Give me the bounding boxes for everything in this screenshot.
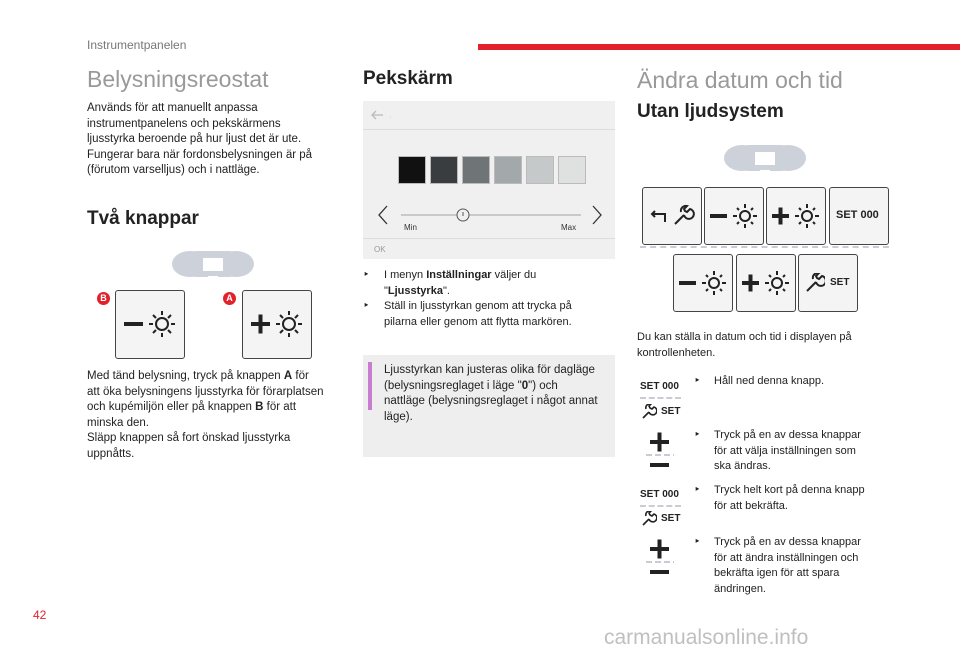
bullet-marker: ‣ [363, 300, 370, 312]
plus-minus-icon [646, 539, 674, 579]
wrench-icon [641, 511, 657, 527]
section-label: Instrumentpanelen [87, 38, 187, 52]
minus-sun-button[interactable] [673, 254, 733, 312]
info-bar [368, 362, 372, 410]
subtitle-utan-ljudsystem: Utan ljudsystem [637, 101, 784, 122]
wrench-set-button[interactable] [798, 254, 858, 312]
minus-sun-icon [116, 291, 184, 358]
plus-sun-icon [243, 291, 311, 358]
wrench-icon [641, 404, 657, 420]
step-3: ‣ Tryck helt kort på denna knapp för att bekräfta. [694, 484, 865, 512]
ok-button[interactable]: OK [374, 245, 386, 254]
brightness-slider[interactable] [401, 205, 581, 225]
plus-sun-button[interactable] [736, 254, 796, 312]
plus-sun-icon [767, 188, 825, 244]
plus-sun-button[interactable] [766, 187, 826, 245]
minus-sun-icon [705, 188, 763, 244]
badge-b: B [97, 292, 110, 305]
title-andra-datum: Ändra datum och tid [637, 67, 843, 93]
set-000-label: SET 000 [640, 381, 679, 392]
step-1: ‣ Håll ned denna knapp. [694, 375, 825, 387]
instrument-cluster-icon [722, 140, 808, 176]
buttons-description: Med tänd belysning, tryck på knappen A för att öka belysningens ljusstyrka för förarplatsen och kupémiljön eller på knappen B för att minska den. Släpp knappen så fort önskad ljusstyrka uppnåtts. [87, 370, 324, 460]
set-000-label: SET 000 [640, 489, 679, 500]
slider-min-label: Min [404, 223, 417, 232]
subtitle-tva-knappar: Två knappar [87, 208, 199, 229]
brightness-swatch-5[interactable] [526, 156, 554, 184]
set-label: SET [830, 277, 850, 288]
brightness-swatch-4[interactable] [494, 156, 522, 184]
back-arrow-icon[interactable] [369, 109, 399, 121]
chevron-right-icon[interactable] [591, 204, 603, 226]
dashed-divider [640, 246, 889, 249]
set-label: SET [661, 406, 681, 417]
brightness-swatch-6[interactable] [558, 156, 586, 184]
back-wrench-button[interactable] [642, 187, 702, 245]
chevron-left-icon[interactable] [377, 204, 389, 226]
set-000-label: SET 000 [836, 209, 879, 221]
step-2: ‣ Tryck på en av dessa knappar för att välja inställningen som ska ändras. [694, 429, 861, 472]
instrument-cluster-icon [170, 246, 256, 282]
slider-max-label: Max [561, 223, 577, 232]
set-label: SET [661, 513, 681, 524]
brightness-swatch-1[interactable] [398, 156, 426, 184]
set-000-button[interactable] [829, 187, 889, 245]
touchscreen-brightness-panel [363, 101, 615, 259]
info-text: Ljusstyrkan kan justeras olika för dagläge (belysningsreglaget i läge "0") och nattläge (belysningsreglaget i något annat läge). [384, 364, 598, 423]
back-wrench-icon [643, 188, 701, 244]
dim-minus-button[interactable] [115, 290, 185, 359]
plus-minus-icon [646, 432, 674, 472]
brightness-swatch-3[interactable] [462, 156, 490, 184]
info-box [363, 355, 615, 457]
minus-sun-icon [674, 255, 732, 311]
title-pekskarm: Pekskärm [363, 68, 453, 89]
bright-plus-button[interactable] [242, 290, 312, 359]
minus-sun-button[interactable] [704, 187, 764, 245]
header-accent-bar [478, 44, 960, 50]
brightness-swatch-2[interactable] [430, 156, 458, 184]
badge-a: A [223, 292, 236, 305]
dashed-divider [640, 505, 681, 508]
step-4: ‣ Tryck på en av dessa knappar för att ändra inställningen och bekräfta igen för att spara ändringen. [694, 536, 861, 595]
intro-paragraph: Används för att manuellt anpassa instrumentpanelens och pekskärmens ljusstyrka beroende på hur ljust det är ute. Fungerar bara när fordonsbelysningen är på (förutom varselljus) och i nattläge. [87, 102, 313, 176]
dashed-divider [640, 397, 681, 400]
datum-intro: Du kan ställa in datum och tid i displayen på kontrollenheten. [637, 331, 852, 359]
wrench-icon [805, 273, 825, 293]
watermark: carmanualsonline.info [604, 626, 809, 649]
plus-sun-icon [737, 255, 795, 311]
page-number: 42 [33, 608, 47, 622]
pekskarm-bullets: ‣ I menyn Inställningar väljer du "Ljusstyrka". ‣ Ställ in ljusstyrkan genom att trycka på pilarna eller genom att flytta markören. [363, 269, 572, 328]
bullet-marker: ‣ [363, 269, 370, 281]
title-belysningsreostat: Belysningsreostat [87, 66, 269, 92]
